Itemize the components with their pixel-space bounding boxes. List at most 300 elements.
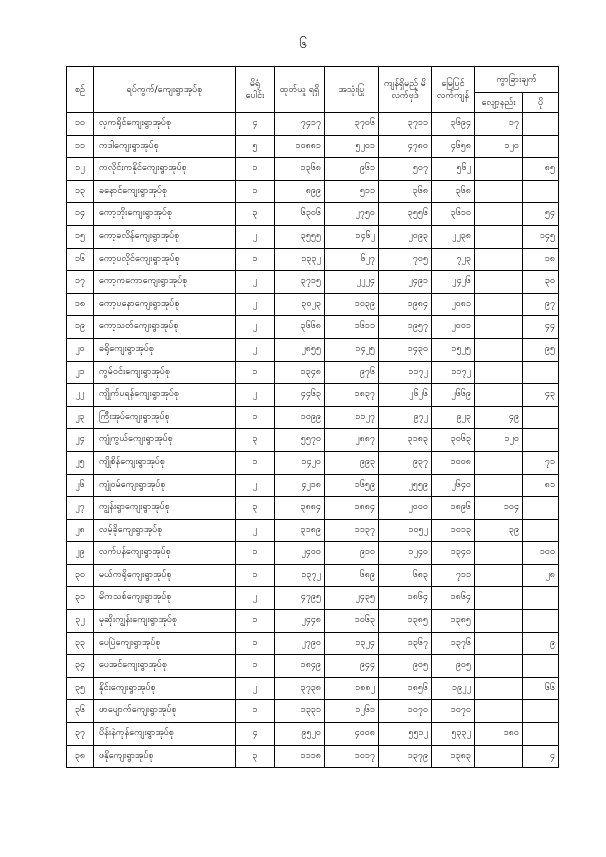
- cell-diff-plus: [523, 429, 559, 452]
- cell-diff-minus: [475, 293, 523, 316]
- cell-total: ၄၇၉၅: [275, 587, 325, 610]
- cell-remaining: ၉၇၂: [379, 406, 432, 429]
- cell-remaining: ၃၇၁၁: [379, 113, 432, 136]
- cell-remaining: ၁၀၇၀: [379, 700, 432, 723]
- table-row: [67, 745, 559, 768]
- cell-used: ၁၁၃၇: [325, 519, 379, 542]
- cell-subdivisions: ၂: [236, 587, 275, 610]
- cell-diff-minus: [475, 655, 523, 678]
- cell-subdivisions: ၂: [236, 474, 275, 497]
- cell-diff-minus: [475, 225, 523, 248]
- cell-remaining: ၂၀၀၀: [379, 497, 432, 520]
- cell-diff-plus: ၄၃: [523, 384, 559, 407]
- cell-total: ၁၃၃၁: [275, 700, 325, 723]
- cell-remaining: ၁၂၄၀: [379, 542, 432, 565]
- cell-total: ၂၄၄၈: [275, 610, 325, 633]
- cell-name: ကျုံဝမ်ကျေးရွာအုပ်စု: [94, 474, 236, 497]
- cell-diff-plus: [523, 610, 559, 633]
- cell-diff-minus: [475, 542, 523, 565]
- cell-index: ၁၄: [67, 203, 94, 226]
- cell-total: ၃၈၈၄: [275, 497, 325, 520]
- cell-total: ၁၃၃၂: [275, 248, 325, 271]
- cell-remaining: ၇၀၅: [379, 248, 432, 271]
- cell-name: မယ်ကရိုကျေးရွာအုပ်စု: [94, 564, 236, 587]
- table-body: [67, 113, 559, 768]
- cell-index: ၂၂: [67, 384, 94, 407]
- cell-index: ၃၅: [67, 677, 94, 700]
- table-row: [67, 248, 559, 271]
- cell-used: ၂၈၈၇: [325, 429, 379, 452]
- cell-diff-minus: [475, 610, 523, 633]
- cell-subdivisions: ၂: [236, 316, 275, 339]
- cell-used: ၁၀၃၉: [325, 293, 379, 316]
- header-diff-plus: ပို: [523, 93, 559, 113]
- cell-used: ၁၈၈၂: [325, 677, 379, 700]
- cell-diff-minus: [475, 316, 523, 339]
- header-diff-group: ကွာခြားချက်: [475, 67, 559, 93]
- cell-subdivisions: ၃: [236, 497, 275, 520]
- cell-remaining: ၃၆၈: [379, 180, 432, 203]
- cell-used: ၁၂၆၁: [325, 700, 379, 723]
- cell-subdivisions: ၂: [236, 338, 275, 361]
- cell-diff-plus: [523, 587, 559, 610]
- cell-diff-minus: ၁၂၀: [475, 135, 523, 158]
- cell-remaining: ၁၉၈၄: [379, 293, 432, 316]
- cell-subdivisions: ၁: [236, 700, 275, 723]
- cell-index: ၂၈: [67, 519, 94, 542]
- cell-remaining: ၁၃၈၅: [379, 610, 432, 633]
- cell-used: ၁၈၃၇: [325, 384, 379, 407]
- table-row: [67, 564, 559, 587]
- table-row: [67, 474, 559, 497]
- cell-diff-minus: ၁၈၀: [475, 723, 523, 746]
- cell-subdivisions: ၁: [236, 361, 275, 384]
- cell-diff-minus: [475, 564, 523, 587]
- table-row: [67, 632, 559, 655]
- cell-index: ၃၆: [67, 700, 94, 723]
- data-table: [66, 66, 559, 768]
- cell-total: ၂၇၉၀: [275, 632, 325, 655]
- cell-name: ကျိုစိန်ကျေးရွာအုပ်စု: [94, 451, 236, 474]
- cell-subdivisions: ၁: [236, 542, 275, 565]
- cell-balance: ၁၁၇၂: [432, 361, 475, 384]
- table-row: [67, 700, 559, 723]
- table-row: [67, 135, 559, 158]
- table-row: [67, 158, 559, 181]
- cell-total: ၁၄၂၀: [275, 451, 325, 474]
- cell-diff-plus: ၈၁: [523, 474, 559, 497]
- cell-name: ခနောင်ကျေးရွာအုပ်စု: [94, 180, 236, 203]
- cell-remaining: ၅၀၇: [379, 158, 432, 181]
- cell-used: ၉၉၃: [325, 451, 379, 474]
- cell-remaining: ၃၅၅၆: [379, 203, 432, 226]
- header-total: ထုတ်ယူ ရရှိ: [275, 67, 325, 113]
- cell-used: ၂၂၂၄: [325, 271, 379, 294]
- cell-balance: ၁၀၀၈: [432, 451, 475, 474]
- cell-diff-plus: ၁၀၀: [523, 542, 559, 565]
- cell-diff-plus: ၁၄၅: [523, 225, 559, 248]
- cell-diff-plus: [523, 113, 559, 136]
- cell-remaining: ၂၄၉၁: [379, 271, 432, 294]
- cell-diff-plus: ၇၁: [523, 451, 559, 474]
- cell-diff-plus: [523, 519, 559, 542]
- cell-used: ၂၇၅၀: [325, 203, 379, 226]
- cell-diff-plus: ၈၅: [523, 158, 559, 181]
- cell-diff-minus: [475, 632, 523, 655]
- cell-balance: ၂၆၄၀: [432, 474, 475, 497]
- table-row: [67, 610, 559, 633]
- cell-subdivisions: ၄: [236, 113, 275, 136]
- cell-balance: ၂၆၆၉: [432, 384, 475, 407]
- cell-index: ၁၃: [67, 180, 94, 203]
- cell-balance: ၂၀၀၁: [432, 316, 475, 339]
- cell-used: ၁၆၁၁: [325, 316, 379, 339]
- cell-name: ကော့ဘိုးကျေးရွာအုပ်စု: [94, 203, 236, 226]
- cell-diff-minus: [475, 248, 523, 271]
- cell-balance: ၉၀၅: [432, 655, 475, 678]
- cell-diff-minus: [475, 587, 523, 610]
- cell-name: မိကသစ်ကျေးရွာအုပ်စု: [94, 587, 236, 610]
- cell-remaining: ၁၃၆၇: [379, 632, 432, 655]
- cell-used: ၁၆၅၉: [325, 474, 379, 497]
- cell-index: ၂၅: [67, 451, 94, 474]
- cell-name: ကော့ကကောကျေးရွာအုပ်စု: [94, 271, 236, 294]
- cell-total: ၅၅၇၀: [275, 429, 325, 452]
- cell-diff-plus: [523, 497, 559, 520]
- cell-index: ၃၁: [67, 587, 94, 610]
- cell-name: ကော့သတ်ကျေးရွာအုပ်စု: [94, 316, 236, 339]
- cell-used: ၉၇၆: [325, 361, 379, 384]
- cell-total: ၃၇၁၅: [275, 271, 325, 294]
- cell-index: ၃၄: [67, 655, 94, 678]
- cell-diff-minus: [475, 158, 523, 181]
- cell-diff-plus: [523, 723, 559, 746]
- cell-used: ၁၄၂၅: [325, 338, 379, 361]
- cell-remaining: ၂၀၉၃: [379, 225, 432, 248]
- cell-diff-minus: ၁၇: [475, 113, 523, 136]
- cell-total: ၁၃၇၂: [275, 564, 325, 587]
- cell-diff-minus: [475, 203, 523, 226]
- cell-name: ကဒါကျေးရွာအုပ်စု: [94, 135, 236, 158]
- cell-balance: ၁၃၇၆: [432, 632, 475, 655]
- cell-balance: ၂၄၂၆: [432, 271, 475, 294]
- cell-diff-minus: [475, 474, 523, 497]
- cell-diff-minus: [475, 700, 523, 723]
- cell-total: ၂၄၀၀: [275, 542, 325, 565]
- cell-remaining: ၁၄၃၀: [379, 338, 432, 361]
- cell-remaining: ၁၈၆၄: [379, 587, 432, 610]
- cell-used: ၁၄၆၂: [325, 225, 379, 248]
- cell-total: ၃၅၅၅: [275, 225, 325, 248]
- cell-diff-minus: [475, 361, 523, 384]
- cell-name: လှကရိုင်ကျေးရွာအုပ်စု: [94, 113, 236, 136]
- cell-subdivisions: ၂: [236, 225, 275, 248]
- cell-remaining: ၅၅၁၂: [379, 723, 432, 746]
- cell-balance: ၂၂၃၈: [432, 225, 475, 248]
- cell-diff-plus: [523, 180, 559, 203]
- cell-diff-minus: [475, 677, 523, 700]
- cell-subdivisions: ၂: [236, 384, 275, 407]
- cell-index: ၂၁: [67, 361, 94, 384]
- cell-diff-plus: ၃၀: [523, 271, 559, 294]
- cell-diff-minus: [475, 745, 523, 768]
- table-row: [67, 542, 559, 565]
- cell-total: ၁၃၄၈: [275, 361, 325, 384]
- cell-remaining: ၄၇၈၀: [379, 135, 432, 158]
- cell-balance: ၇၁၁: [432, 564, 475, 587]
- cell-balance: ၁၀၇၀: [432, 700, 475, 723]
- table-row: [67, 655, 559, 678]
- cell-name: ကွမ်ဝင်းကျေးရွာအုပ်စု: [94, 361, 236, 384]
- cell-used: ၁၃၂၄: [325, 632, 379, 655]
- cell-diff-minus: ၁၂၀: [475, 429, 523, 452]
- cell-diff-plus: [523, 361, 559, 384]
- cell-balance: ၉၂၃: [432, 406, 475, 429]
- cell-total: ၄၂၁၈: [275, 474, 325, 497]
- cell-diff-plus: ၁၈: [523, 248, 559, 271]
- cell-used: ၅၂၀၁: [325, 135, 379, 158]
- cell-total: ၂၈၅၅: [275, 338, 325, 361]
- cell-diff-plus: ၅၄: [523, 203, 559, 226]
- cell-total: ၁၀၈၈၁: [275, 135, 325, 158]
- cell-remaining: ၁၈၅၆: [379, 677, 432, 700]
- cell-name: ပေပြဲကျေးရွာအုပ်စု: [94, 632, 236, 655]
- cell-balance: ၁၅၂၅: [432, 338, 475, 361]
- cell-balance: ၂၀၈၁: [432, 293, 475, 316]
- table-row: [67, 451, 559, 474]
- cell-used: ၁၁၂၇: [325, 406, 379, 429]
- cell-name: နိုင်းကျေးရွာအုပ်စု: [94, 677, 236, 700]
- header-balance: မြေပြင် လက်ကျန်: [432, 67, 475, 113]
- cell-balance: ၁၃၄၀: [432, 542, 475, 565]
- cell-name: မုဆိုးကျွန်းကျေးရွာအုပ်စု: [94, 610, 236, 633]
- cell-name: ဖနိုကျေးရွာအုပ်စု: [94, 745, 236, 768]
- cell-diff-plus: ၄၄: [523, 316, 559, 339]
- cell-index: ၂၃: [67, 406, 94, 429]
- cell-balance: ၁၃၈၅: [432, 610, 475, 633]
- header-used: အသုံးပြု: [325, 67, 379, 113]
- cell-subdivisions: ၁: [236, 451, 275, 474]
- cell-total: ၈၉၉: [275, 180, 325, 203]
- cell-diff-plus: ၂၈: [523, 564, 559, 587]
- cell-subdivisions: ၁: [236, 655, 275, 678]
- cell-diff-plus: ၆၆: [523, 677, 559, 700]
- cell-diff-plus: ၉၇: [523, 293, 559, 316]
- table-row: [67, 361, 559, 384]
- cell-balance: ၁၉၂၂: [432, 677, 475, 700]
- cell-remaining: ၂၅၅၉: [379, 474, 432, 497]
- cell-balance: ၁၃၈၃: [432, 745, 475, 768]
- cell-balance: ၅၆၂: [432, 158, 475, 181]
- cell-name: ကျုံကွယ်ကျေးရွာအုပ်စု: [94, 429, 236, 452]
- cell-remaining: ၆၈၃: [379, 564, 432, 587]
- cell-diff-plus: [523, 135, 559, 158]
- cell-name: ကော့ပလိုင်ကျေးရွာအုပ်စု: [94, 248, 236, 271]
- cell-used: ၉၆၁: [325, 158, 379, 181]
- table-row: [67, 384, 559, 407]
- header-name: ရပ်ကွက်/ကျေးရွာအုပ်စု: [94, 67, 236, 113]
- cell-balance: ၃၀၆၃: [432, 429, 475, 452]
- cell-diff-minus: [475, 180, 523, 203]
- cell-diff-plus: [523, 700, 559, 723]
- cell-total: ၁၃၆၈: [275, 158, 325, 181]
- cell-remaining: ၁၃၇၉: [379, 745, 432, 768]
- cell-balance: ၁၀၁၃: [432, 519, 475, 542]
- cell-index: ၂၀: [67, 338, 94, 361]
- header-index: စဉ်: [67, 67, 94, 113]
- cell-total: ၃၆၆၈: [275, 316, 325, 339]
- cell-remaining: ၁၁၇၂: [379, 361, 432, 384]
- table-row: [67, 429, 559, 452]
- cell-diff-plus: ၉၅: [523, 338, 559, 361]
- cell-name: ကျိုက်ပရန်ကျေးရွာအုပ်စု: [94, 384, 236, 407]
- cell-diff-minus: [475, 384, 523, 407]
- cell-diff-minus: [475, 451, 523, 474]
- cell-balance: ၃၆၁၀: [432, 203, 475, 226]
- cell-diff-plus: [523, 406, 559, 429]
- cell-name: ကော့ခလိန်ကျေးရွာအုပ်စု: [94, 225, 236, 248]
- cell-used: ၆၂၇: [325, 248, 379, 271]
- cell-index: ၁၀: [67, 113, 94, 136]
- cell-balance: ၅၃၃၂: [432, 723, 475, 746]
- cell-name: လက်ပန်ကျေးရွာအုပ်စု: [94, 542, 236, 565]
- cell-name: ကော့ပနောကျေးရွာအုပ်စု: [94, 293, 236, 316]
- cell-subdivisions: ၃: [236, 429, 275, 452]
- cell-subdivisions: ၂: [236, 271, 275, 294]
- cell-subdivisions: ၅: [236, 135, 275, 158]
- cell-balance: ၄၆၅၈: [432, 135, 475, 158]
- cell-subdivisions: ၃: [236, 745, 275, 768]
- cell-name: ဖာပျောက်ကျေးရွာအုပ်စု: [94, 700, 236, 723]
- cell-name: ပေအင်ကျေးရွာအုပ်စု: [94, 655, 236, 678]
- cell-subdivisions: ၁: [236, 632, 275, 655]
- table-row: [67, 677, 559, 700]
- cell-subdivisions: ၁: [236, 180, 275, 203]
- cell-diff-plus: ၄: [523, 745, 559, 768]
- cell-used: ၄၀၀၈: [325, 723, 379, 746]
- cell-used: ၅၁၁: [325, 180, 379, 203]
- cell-remaining: ၂၆၂၆: [379, 384, 432, 407]
- cell-total: ၃၀၂၃: [275, 293, 325, 316]
- cell-used: ၉၄၄: [325, 655, 379, 678]
- header-remaining: ကျန်ရှိမည့် မိလက်ဗုဒ်: [379, 67, 432, 113]
- table-row: [67, 113, 559, 136]
- table-row: [67, 271, 559, 294]
- cell-balance: ၁၈၉၆: [432, 497, 475, 520]
- cell-subdivisions: ၁: [236, 248, 275, 271]
- cell-remaining: ၃၁၈၃: [379, 429, 432, 452]
- cell-total: ၆၃၀၆: [275, 203, 325, 226]
- cell-total: ၃၁၈၉: [275, 519, 325, 542]
- cell-balance: ၃၆၉၄: [432, 113, 475, 136]
- cell-index: ၁၇: [67, 271, 94, 294]
- header-subdivisions: မိရုံ ပေါင်း: [236, 67, 275, 113]
- table-row: [67, 293, 559, 316]
- cell-index: ၃၃: [67, 632, 94, 655]
- table-row: [67, 519, 559, 542]
- table-row: [67, 203, 559, 226]
- cell-balance: ၇၂၃: [432, 248, 475, 271]
- cell-total: ၁၈၄၉: [275, 655, 325, 678]
- cell-balance: ၁၈၆၄: [432, 587, 475, 610]
- cell-index: ၁၁: [67, 135, 94, 158]
- table-header: [67, 67, 559, 113]
- table-row: [67, 225, 559, 248]
- cell-diff-minus: [475, 271, 523, 294]
- cell-index: ၂၉: [67, 542, 94, 565]
- cell-index: ၁၈: [67, 293, 94, 316]
- cell-total: ၇၄၁၇: [275, 113, 325, 136]
- cell-diff-minus: ၄၉: [475, 406, 523, 429]
- table-row: [67, 316, 559, 339]
- cell-subdivisions: ၂: [236, 677, 275, 700]
- cell-index: ၂၄: [67, 429, 94, 452]
- cell-subdivisions: ၂: [236, 293, 275, 316]
- cell-name: ကြီးအုပ်ကျေးရွာအုပ်စု: [94, 406, 236, 429]
- cell-used: ၉၁၀: [325, 542, 379, 565]
- cell-name: ပိန်းနဲကုန်ကျေးရွာအုပ်စု: [94, 723, 236, 746]
- cell-remaining: ၁၉၅၇: [379, 316, 432, 339]
- cell-remaining: ၉၀၅: [379, 655, 432, 678]
- cell-name: ကလိုင်းကနိုင်ကျေးရွာအုပ်စု: [94, 158, 236, 181]
- table-row: [67, 723, 559, 746]
- cell-index: ၁၂: [67, 158, 94, 181]
- cell-subdivisions: ၄: [236, 723, 275, 746]
- cell-used: ၁၈၈၄: [325, 497, 379, 520]
- cell-total: ၃၇၃၈: [275, 677, 325, 700]
- cell-used: ၆၈၉: [325, 564, 379, 587]
- cell-diff-minus: ၁၀၄: [475, 497, 523, 520]
- cell-total: ၁၁၁၈: [275, 745, 325, 768]
- cell-subdivisions: ၁: [236, 158, 275, 181]
- cell-subdivisions: ၁: [236, 564, 275, 587]
- cell-remaining: ၉၃၇: [379, 451, 432, 474]
- cell-diff-minus: [475, 338, 523, 361]
- cell-index: ၁၅: [67, 225, 94, 248]
- cell-name: ခရိုကျေးရွာအုပ်စု: [94, 338, 236, 361]
- cell-subdivisions: ၁: [236, 406, 275, 429]
- cell-total: ၁၀၉၉: [275, 406, 325, 429]
- cell-used: ၂၄၃၅: [325, 587, 379, 610]
- table-row: [67, 180, 559, 203]
- cell-index: ၁၆: [67, 248, 94, 271]
- cell-diff-plus: [523, 655, 559, 678]
- cell-total: ၄၄၆၃: [275, 384, 325, 407]
- cell-subdivisions: ၂: [236, 519, 275, 542]
- cell-name: ကျွန်းရွာကျေးရွာအုပ်စု: [94, 497, 236, 520]
- table-row: [67, 338, 559, 361]
- header-diff-minus: လျော့နည်း: [475, 93, 523, 113]
- cell-index: ၃၀: [67, 564, 94, 587]
- table-row: [67, 406, 559, 429]
- cell-used: ၁၀၆၃: [325, 610, 379, 633]
- cell-index: ၂၆: [67, 474, 94, 497]
- cell-total: ၉၅၂၀: [275, 723, 325, 746]
- cell-index: ၃၇: [67, 723, 94, 746]
- cell-diff-plus: ၉: [523, 632, 559, 655]
- cell-balance: ၃၆၈: [432, 180, 475, 203]
- table-row: [67, 587, 559, 610]
- cell-subdivisions: ၃: [236, 203, 275, 226]
- cell-used: ၃၇၀၆: [325, 113, 379, 136]
- cell-index: ၁၉: [67, 316, 94, 339]
- cell-remaining: ၁၀၅၂: [379, 519, 432, 542]
- cell-index: ၃၈: [67, 745, 94, 768]
- table-row: [67, 497, 559, 520]
- cell-used: ၁၀၁၇: [325, 745, 379, 768]
- cell-name: လမ့်ခိုကျေးရွာအုပ်စု: [94, 519, 236, 542]
- cell-subdivisions: ၁: [236, 610, 275, 633]
